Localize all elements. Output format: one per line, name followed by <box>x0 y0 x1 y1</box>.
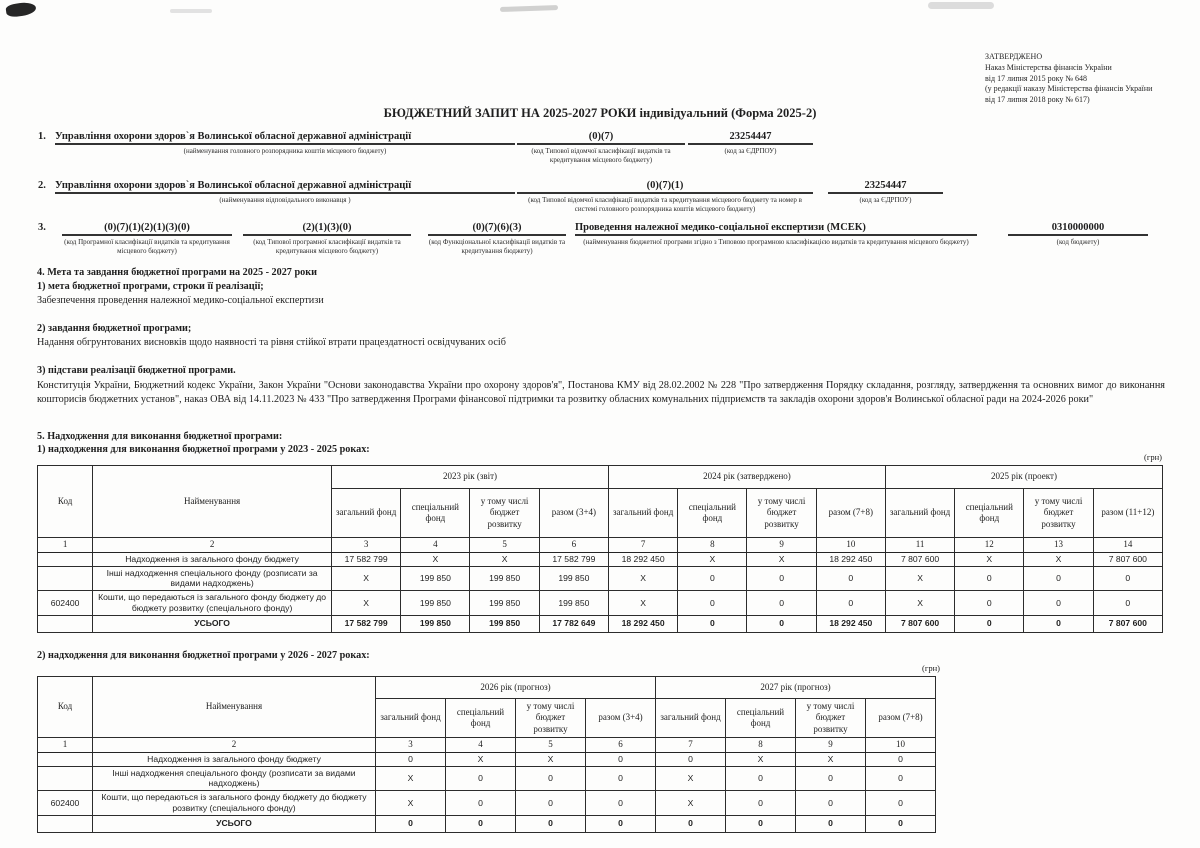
cell-code <box>38 815 93 832</box>
table-total-row <box>38 815 936 832</box>
subcol-header: загальний фонд <box>609 489 678 538</box>
year-group-2023: 2023 рік (звіт) <box>332 466 609 489</box>
approval-block <box>985 52 1195 106</box>
year-header-row <box>38 466 1163 489</box>
cell-name: 2 <box>93 538 332 553</box>
cell-value: 18 292 450 <box>609 615 678 632</box>
item3-budget-code: 0310000000 <box>1008 222 1148 236</box>
cell-value: X <box>656 766 726 790</box>
cell-value: 0 <box>586 791 656 815</box>
cell-value: X <box>376 791 446 815</box>
cell-value: 18 292 450 <box>816 615 885 632</box>
cell-value: 7 <box>656 738 726 753</box>
item3-program-name: Проведення належної медико-соціальної експертизи (МСЕК) <box>575 222 977 236</box>
cell-value: 0 <box>678 566 747 590</box>
cell-value: X <box>446 753 516 767</box>
cell-value: 0 <box>376 815 446 832</box>
cell-value: 0 <box>678 615 747 632</box>
cell-value: 0 <box>747 566 816 590</box>
currency-note-2: (грн) <box>922 663 940 673</box>
cell-value: 0 <box>726 815 796 832</box>
cell-value: X <box>1024 553 1093 567</box>
cell-value: X <box>885 566 954 590</box>
approval-line: (у редакції наказу Міністерства фінансів України <box>985 84 1153 94</box>
col-header-name: Найменування <box>93 677 376 738</box>
cell-value: X <box>609 566 678 590</box>
item3-program-code-caption: (код Програмної класифікації видатків та кредитування місцевого бюджету) <box>64 238 230 255</box>
item2-code: (0)(7)(1) <box>517 180 813 194</box>
item3-functional-code-block <box>428 222 566 256</box>
cell-value: 0 <box>726 766 796 790</box>
section4-task-text: Надання обгрунтованих висновків щодо наявності та рівня стійкої втрати працездатності освідчуваних осіб <box>37 337 506 348</box>
cell-code <box>38 553 93 567</box>
item2-edrpou-caption: (код за ЄДРПОУ) <box>859 196 912 204</box>
subcol-header: загальний фонд <box>885 489 954 538</box>
cell-name: Кошти, що передаються із загального фонду бюджету до бюджету розвитку (спеціального фонду) <box>93 591 332 615</box>
subcol-header: разом (11+12) <box>1093 489 1162 538</box>
cell-value: 0 <box>1024 591 1093 615</box>
section5-sub2-heading: 2) надходження для виконання бюджетної програми у 2026 - 2027 роках: <box>37 650 370 661</box>
cell-value: X <box>609 591 678 615</box>
scan-artifact <box>170 9 212 13</box>
cell-value: 0 <box>747 591 816 615</box>
item3-typical-code-block <box>243 222 411 256</box>
column-number-row <box>38 738 936 753</box>
col-header-code: Код <box>38 677 93 738</box>
cell-value: X <box>656 791 726 815</box>
item1-edrpou-block <box>688 131 813 156</box>
cell-value: 0 <box>1093 591 1162 615</box>
section4-goal-text: Забезпечення проведення належної медико-соціальної експертизи <box>37 295 324 306</box>
item3-budget-code-block <box>1008 222 1148 247</box>
cell-value: 17 782 649 <box>539 615 608 632</box>
subcol-header: загальний фонд <box>332 489 401 538</box>
year-header-row <box>38 677 936 699</box>
item2-name: Управління охорони здоров`я Волинської обласної державної адміністрації <box>55 180 515 194</box>
cell-value: 0 <box>586 753 656 767</box>
cell-value: 0 <box>796 766 866 790</box>
cell-value: 0 <box>955 591 1024 615</box>
cell-name: Надходження із загального фонду бюджету <box>93 753 376 767</box>
item3-program-code: (0)(7)(1)(2)(1)(3)(0) <box>62 222 232 236</box>
subcol-header: у тому числі бюджет розвитку <box>796 699 866 738</box>
cell-value: 5 <box>516 738 586 753</box>
cell-value: 0 <box>866 815 936 832</box>
cell-value: 0 <box>516 815 586 832</box>
cell-code <box>38 753 93 767</box>
item1-code-block <box>517 131 685 165</box>
cell-value: 199 850 <box>539 591 608 615</box>
cell-value: 0 <box>376 753 446 767</box>
cell-value: X <box>747 553 816 567</box>
cell-value: 0 <box>1093 566 1162 590</box>
cell-value: 6 <box>586 738 656 753</box>
cell-code: 602400 <box>38 591 93 615</box>
subcol-header: спеціальний фонд <box>401 489 470 538</box>
section4-goal-heading: 1) мета бюджетної програми, строки її реалізації; <box>37 281 264 292</box>
subcol-header: загальний фонд <box>656 699 726 738</box>
year-group-2027: 2027 рік (прогноз) <box>656 677 936 699</box>
cell-value: X <box>376 766 446 790</box>
cell-name: Кошти, що передаються із загального фонду бюджету до бюджету розвитку (спеціального фонду) <box>93 791 376 815</box>
subcol-header: спеціальний фонд <box>726 699 796 738</box>
subcol-header: спеціальний фонд <box>955 489 1024 538</box>
section5-heading: 5. Надходження для виконання бюджетної програми: <box>37 431 283 442</box>
cell-value: X <box>678 553 747 567</box>
cell-value: 13 <box>1024 538 1093 553</box>
cell-value: 9 <box>747 538 816 553</box>
cell-value: 199 850 <box>401 591 470 615</box>
subcol-header: разом (7+8) <box>816 489 885 538</box>
cell-value: 0 <box>816 591 885 615</box>
item1-name: Управління охорони здоров`я Волинської обласної державної адміністрації <box>55 131 515 145</box>
section4-heading: 4. Мета та завдання бюджетної програми на 2025 - 2027 роки <box>37 267 317 278</box>
cell-value: 11 <box>885 538 954 553</box>
year-group-2024: 2024 рік (затверджено) <box>609 466 886 489</box>
currency-note-1: (грн) <box>1144 452 1162 462</box>
subcol-header: загальний фонд <box>376 699 446 738</box>
item3-number: 3. <box>38 222 46 233</box>
table-row <box>38 566 1163 590</box>
cell-value: 7 807 600 <box>885 553 954 567</box>
section4-task-heading: 2) завдання бюджетної програми; <box>37 323 192 334</box>
subcol-header: у тому числі бюджет розвитку <box>747 489 816 538</box>
cell-value: 0 <box>678 591 747 615</box>
item1-name-caption: (найменування головного розпорядника коштів місцевого бюджету) <box>183 147 387 155</box>
item3-typical-code: (2)(1)(3)(0) <box>243 222 411 236</box>
item3-functional-code-caption: (код Функціональної класифікації видатків та кредитування бюджету) <box>428 238 566 255</box>
year-group-2025: 2025 рік (проект) <box>885 466 1162 489</box>
cell-value: 0 <box>516 766 586 790</box>
subcol-header: разом (7+8) <box>866 699 936 738</box>
item2-number: 2. <box>38 180 46 191</box>
cell-value: X <box>955 553 1024 567</box>
cell-value: 0 <box>656 753 726 767</box>
table-row <box>38 791 936 815</box>
table-row <box>38 553 1163 567</box>
table-row <box>38 753 936 767</box>
cell-value: 8 <box>678 538 747 553</box>
cell-value: 0 <box>446 766 516 790</box>
cell-value: 12 <box>955 538 1024 553</box>
cell-code <box>38 615 93 632</box>
scan-artifact <box>928 2 994 9</box>
cell-value: 5 <box>470 538 539 553</box>
cell-name: Надходження із загального фонду бюджету <box>93 553 332 567</box>
revenues-table-2023-2025 <box>37 465 1163 633</box>
form-title: БЮДЖЕТНИЙ ЗАПИТ НА 2025-2027 РОКИ індивідуальний (Форма 2025-2) <box>383 106 817 120</box>
cell-value: 0 <box>656 815 726 832</box>
item3-program-name-block <box>575 222 977 247</box>
cell-value: 7 <box>609 538 678 553</box>
cell-value: 10 <box>816 538 885 553</box>
cell-value: 0 <box>796 815 866 832</box>
scan-artifact <box>500 5 558 12</box>
item2-name-caption: (найменування відповідального виконавця ) <box>219 196 351 204</box>
cell-value: 8 <box>726 738 796 753</box>
section5-sub1-heading: 1) надходження для виконання бюджетної програми у 2023 - 2025 роках: <box>37 444 370 455</box>
column-number-row <box>38 538 1163 553</box>
cell-value: 199 850 <box>470 566 539 590</box>
cell-code: 602400 <box>38 791 93 815</box>
col-header-name: Найменування <box>93 466 332 538</box>
cell-value: 17 582 799 <box>539 553 608 567</box>
subcol-header: разом (3+4) <box>586 699 656 738</box>
cell-value: 0 <box>816 566 885 590</box>
cell-name: Інші надходження спеціального фонду (розписати за видами надходжень) <box>93 766 376 790</box>
cell-code <box>38 566 93 590</box>
section4-basis-heading: 3) підстави реалізації бюджетної програми. <box>37 365 236 376</box>
cell-value: X <box>470 553 539 567</box>
cell-value: 0 <box>586 766 656 790</box>
item1-code: (0)(7) <box>517 131 685 145</box>
cell-value: 17 582 799 <box>332 615 401 632</box>
item1-edrpou: 23254447 <box>688 131 813 145</box>
cell-value: 14 <box>1093 538 1162 553</box>
cell-value: 199 850 <box>401 566 470 590</box>
cell-code: 1 <box>38 538 93 553</box>
item2-edrpou: 23254447 <box>828 180 943 194</box>
cell-value: 7 807 600 <box>1093 553 1162 567</box>
cell-value: 17 582 799 <box>332 553 401 567</box>
cell-name: УСЬОГО <box>93 615 332 632</box>
cell-value: 4 <box>446 738 516 753</box>
cell-value: 18 292 450 <box>816 553 885 567</box>
cell-value: 7 807 600 <box>885 615 954 632</box>
subcol-header: у тому числі бюджет розвитку <box>516 699 586 738</box>
approval-line: від 17 липня 2018 року № 617) <box>985 95 1090 105</box>
approval-line: Наказ Міністерства фінансів України <box>985 62 1112 72</box>
item1-number: 1. <box>38 131 46 142</box>
cell-value: 7 807 600 <box>1093 615 1162 632</box>
cell-value: 0 <box>726 791 796 815</box>
cell-value: X <box>401 553 470 567</box>
item2-code-block <box>517 180 813 214</box>
item2-edrpou-block <box>828 180 943 205</box>
approval-line: ЗАТВЕРДЖЕНО <box>985 52 1043 61</box>
subcol-header: спеціальний фонд <box>678 489 747 538</box>
cell-value: X <box>726 753 796 767</box>
cell-value: 199 850 <box>470 591 539 615</box>
cell-value: 10 <box>866 738 936 753</box>
cell-value: 0 <box>516 791 586 815</box>
cell-value: 199 850 <box>401 615 470 632</box>
subcol-header: у тому числі бюджет розвитку <box>470 489 539 538</box>
cell-value: 0 <box>955 566 1024 590</box>
cell-value: X <box>885 591 954 615</box>
subcol-header: спеціальний фонд <box>446 699 516 738</box>
cell-code <box>38 766 93 790</box>
cell-value: 0 <box>446 791 516 815</box>
cell-value: X <box>332 566 401 590</box>
cell-value: 3 <box>332 538 401 553</box>
cell-value: 0 <box>866 753 936 767</box>
item3-functional-code: (0)(7)(6)(3) <box>428 222 566 236</box>
cell-value: X <box>796 753 866 767</box>
item3-program-name-caption: (найменування бюджетної програми згідно з Типовою програмною класифікацією видатків та кредитування місцевого бюджету) <box>583 238 969 246</box>
revenues-table-2026-2027 <box>37 676 936 833</box>
cell-name: 2 <box>93 738 376 753</box>
subcol-header: разом (3+4) <box>539 489 608 538</box>
cell-value: 0 <box>866 766 936 790</box>
item2-executor <box>55 180 515 205</box>
cell-value: 6 <box>539 538 608 553</box>
cell-value: 0 <box>747 615 816 632</box>
cell-value: 0 <box>586 815 656 832</box>
cell-value: X <box>332 591 401 615</box>
table-row <box>38 766 936 790</box>
cell-value: 199 850 <box>470 615 539 632</box>
cell-value: 18 292 450 <box>609 553 678 567</box>
table-total-row <box>38 615 1163 632</box>
approval-line: від 17 липня 2015 року № 648 <box>985 73 1087 83</box>
cell-value: 199 850 <box>539 566 608 590</box>
item1-edrpou-caption: (код за ЄДРПОУ) <box>724 147 777 155</box>
table-row <box>38 591 1163 615</box>
cell-value: 0 <box>796 791 866 815</box>
cell-value: 0 <box>866 791 936 815</box>
subcol-header: у тому числі бюджет розвитку <box>1024 489 1093 538</box>
year-group-2026: 2026 рік (прогноз) <box>376 677 656 699</box>
cell-value: 0 <box>1024 566 1093 590</box>
item2-code-caption: (код Типової відомчої класифікації видатків та кредитування місцевого бюджету та номер в системі головного розпорядника коштів місцевого бюджету) <box>528 196 802 213</box>
col-header-code: Код <box>38 466 93 538</box>
cell-value: 0 <box>1024 615 1093 632</box>
cell-name: Інші надходження спеціального фонду (розписати за видами надходжень) <box>93 566 332 590</box>
scan-artifact <box>5 1 37 18</box>
item1-code-caption: (код Типової відомчої класифікації видатків та кредитування місцевого бюджету) <box>531 147 671 164</box>
cell-name: УСЬОГО <box>93 815 376 832</box>
cell-value: 3 <box>376 738 446 753</box>
cell-code: 1 <box>38 738 93 753</box>
cell-value: 0 <box>955 615 1024 632</box>
item3-budget-code-caption: (код бюджету) <box>1056 238 1100 246</box>
item1-main-spender <box>55 131 515 156</box>
section4-basis-text: Конституція України, Бюджетний кодекс України, Закон України "Основи законодавства України про охорону здоров'я", Постанова КМУ від 28.02.2002 № 228 "Про затвердження Порядку складання, розгляду, затвердження та основних вимог до виконання кошторисів бюджетних установ", наказ ОВА від 14.11.2023 № 433 "Про затвердження Програми фінансової підтримки та розвитку обласних комунальних підприємств та закладів охорони здоров'я Волинської обласної ради на 2024-2026 роки" <box>37 380 1165 406</box>
item3-typical-code-caption: (код Типової програмної класифікації видатків та кредитування місцевого бюджету) <box>253 238 401 255</box>
cell-value: 0 <box>446 815 516 832</box>
cell-value: 9 <box>796 738 866 753</box>
item3-program-code-block <box>62 222 232 256</box>
cell-value: X <box>516 753 586 767</box>
cell-value: 4 <box>401 538 470 553</box>
